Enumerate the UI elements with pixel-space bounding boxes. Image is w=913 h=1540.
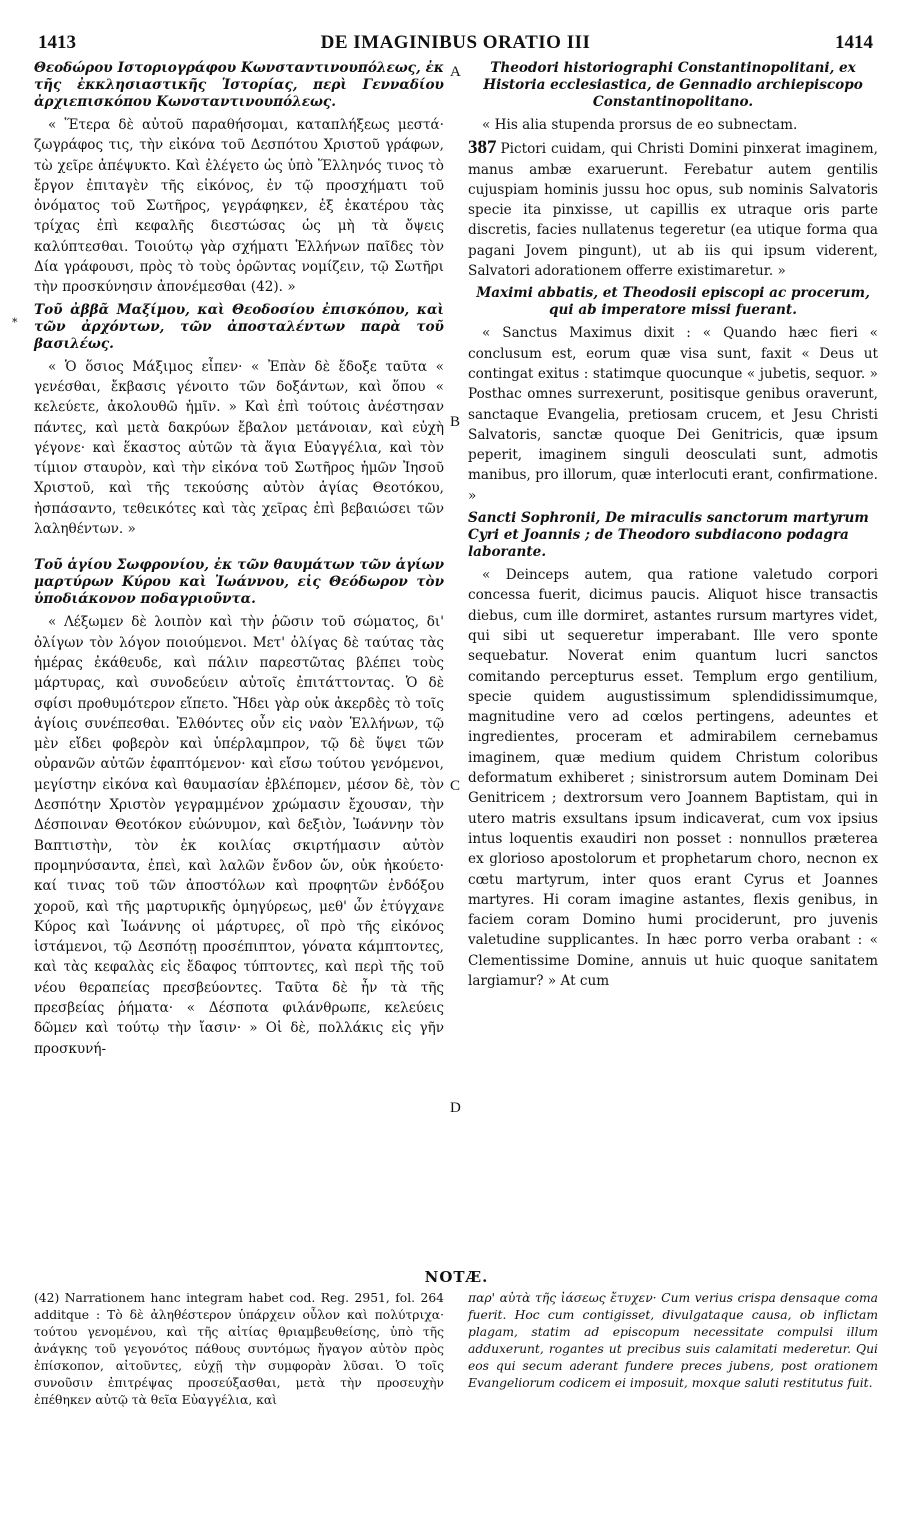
- notes-title: NOTÆ.: [424, 1268, 489, 1286]
- note-latin: [468, 1290, 878, 1392]
- latin-paragraph-maximus: « Sanctus Maximus dixit : « Quando hæc fieri « conclusum est, eorum quæ visa sunt, faxit « Deus ut contingat exitus : statimque quocunque « jubetis, sequor. » Posthac omnes surrexerunt, positisque genibus oraverunt, sanctaque Evangelia, pretiosam crucem, et Jesu Christi Salvatoris, sanctæ quoque Dei Genitricis, quæ ipsum peperit, imaginem singuli deosculati sunt, admotis manibus, pro illorum, quæ interlocuti erant, confirmatione. »: [468, 325, 878, 504]
- margin-mark-a: A: [450, 64, 461, 80]
- greek-heading-sophronius: Τοῦ ἁγίου Σωφρονίου, ἐκ τῶν θαυμάτων τῶν ἁγίων μαρτύρων Κύρου καὶ Ἰωάννου, εἰς Θεόδωρον τὸν ὑποδιάκονον ποδαγριοῦντα.: [34, 557, 444, 608]
- latin-paragraph-theodore: Pictori cuidam, qui Christi Domini pinxerat imaginem, manus ambæ exaruerunt. Ferebatur autem gentilis cujuspiam hominis jussu hoc opus, sub nominis Salvatoris specie ita pinxisse, ut capillis ex utraque oris parte discretis, facies nullatenus tegeretur (ea utique forma qua pagani Jovem pingunt), ut ab iis qui ipsum viderent, Salvatori adorationem offerre existimaretur. »: [468, 141, 878, 280]
- greek-column: [34, 60, 444, 1062]
- margin-mark-d: D: [450, 1100, 461, 1116]
- margin-mark-c: C: [450, 778, 461, 794]
- greek-paragraph-sophronius: « Λέξωμεν δὲ λοιπὸν καὶ τὴν ῥῶσιν τοῦ σώματος, δι' ὀλίγων τὸν λόγον ποιούμενοι. Μετ' ὀλίγας δὲ ταύτας τὰς ἡμέρας ἐκάθευδε, καὶ πάλιν παρεστῶτας βλέπει τοὺς μάρτυρας, καὶ συνοδεύειν αὐτοῖς ἐπιτάττοντας. Ὁ δὲ σφίσι προθυμότερον εἵπετο. Ἤδει γὰρ οὐκ ἀκερδὲς τὸ τοῖς ἁγίοις συνέπεσθαι. Ἐλθόντες οὖν εἰς ναὸν Ἑλλήνων, τῷ μὲν εἴδει φοβερὸν καὶ ὑπέρλαμπρον, τῷ δὲ ὕψει τῶν οὐρανῶν αὐτῶν ἐφαπτόμενον· καὶ εἴσω τούτου γενόμενοι, μεγίστην εἰκόνα καὶ θαυμασίαν ἐβλέπομεν, μέσον δὲ, τὸν Δεσπότην Χριστὸν γεγραμμένον χρώμασιν ἔχουσαν, τὴν Δέσποιναν Θεοτόκον εὐώνυμον, καὶ δεξιὸν, Ἰωάννην τὸν Βαπτιστὴν, τὸν ἐκ κοιλίας σκιρτήμασιν αὐτὸν προμηνύσαντα, ἐπεὶ, καὶ λαλῶν ἔνδον ὤν, οὐκ ἠκούετο· καί τινας τοῦ τῶν ἀποστόλων καὶ προφητῶν ἐνδόξου χοροῦ, καὶ τῆς μαρτυρικῆς ὁμηγύρεως, μεθ' ὧν ἐτύγχανε Κύρος καὶ Ἰωάννης οἱ μάρτυρες, οἳ πρὸ τῆς εἰκόνος ἱστάμενοι, τῷ Δεσπότῃ προσέπιπτον, γόνατα κάμπτοντες, καὶ τὰς κεφαλὰς εἰς ἔδαφος τύπτοντες, καὶ περὶ τῆς τοῦ νέου θεραπείας πρεσβεύοντες. Ταῦτα δὲ ἦν τὰ τῆς πρεσβείας ῥήματα· « Δέσποτα φιλάνθρωπε, κελεύεις δῶμεν καὶ τούτῳ τὴν ἴασιν· » Οἱ δὲ, πολλάκις εἰς γῆν προσκυνή-: [34, 614, 444, 1057]
- note-42-translation: παρ' αὐτὰ τῆς ἰάσεως ἔτυχεν· Cum verius crispa densaque coma fuerit. Hoc cum contigisset, divulgataque causa, ob inflictam plagam, statim ad episcopum necessitate compulsi illum adduxerunt, rogantes ut precibus suis calamitati mederetur. Qui eos qui secum aderant fundere preces jubens, post orationem Evangeliorum codicem ei imposuit, moxque saluti restitutus fuit.: [468, 1291, 878, 1390]
- running-title: DE IMAGINIBUS ORATIO III: [320, 32, 591, 53]
- latin-heading-maximus: Maximi abbatis, et Theodosii episcopi ac procerum, qui ab imperatore missi fuerant.: [476, 285, 870, 319]
- page-number-left: 1413: [38, 32, 76, 53]
- latin-paragraph-theodore-intro: « His alia stupenda prorsus de eo subnectam.: [482, 117, 798, 133]
- greek-paragraph-theodore: « Ἕτερα δὲ αὐτοῦ παραθήσομαι, καταπλήξεως μεστά· ζωγράφος τις, τὴν εἰκόνα τοῦ Δεσπότου Χριστοῦ γράφων, τὼ χεῖρε ἀπέψυκτο. Καὶ ἐλέγετο ὡς ὑπὸ Ἕλληνός τινος τὸ ἔργον ἐπιταγὲν τῆς εἰκόνος, ἐν τῷ προσχήματι τοῦ ὀνόματος τοῦ Σωτῆρος, γεγράφηκεν, ἐξ ἑκατέρου τὰς τρίχας ἐπὶ κεφαλῆς διεστώσας ὡς μὴ τὰ ὄψεις καλύπτεσθαι. Τοιούτῳ γὰρ σχήματι Ἑλλήνων παῖδες τὸν Δία γράφουσι, πρὸς τὸ τοὺς ὁρῶντας νομίζειν, τῷ Σωτῆρι τὴν προσκύνησιν ἀπονέμεσθαι (42). »: [34, 117, 444, 296]
- latin-paragraph-sophronius: « Deinceps autem, qua ratione valetudo corpori concessa fuerit, dicimus paucis. Aliquot hisce transactis diebus, cum ille dormiret, astantes rursum martyres videt, qui sibi ut sequeretur imperabant. Ille vero sponte sequebatur. Noverat enim quantum lucri sanctos comitando percepturus esset. Templum ergo gentilium, specie quidem augustissimum splendidissimumque, magnitudine vero ad cœlos pertingens, adeuntes et ingredientes, proceram et admirabilem cernebamus imaginem, quæ medium quidem Christum coloribus deformatum exhiberet ; sinistrorsum autem Dominam Dei Genitricem ; dextrorsum vero Joannem Baptistam, qui in utero matris exsultans ipsum indicaverat, cum vox ipsius intus loquentis exaudiri non posset : nonnullos præterea ex glorioso apostolorum et prophetarum choro, necnon ex cœtu martyrum, inter quos erant Cyrus et Joannes martyres. Hi coram imagine astantes, flexis genibus, in faciem coram Domino humi prociderunt, pro juvenis valetudine supplicantes. In hæc porro verba orabant : « Clementissime Domine, annuis ut huic quoque sanitatem largiamur? » At cum: [468, 567, 878, 989]
- latin-heading-sophronius: Sancti Sophronii, De miraculis sanctorum martyrum Cyri et Joannis ; de Theodoro subdiacono podagra laborante.: [468, 510, 869, 561]
- column-number: 387: [468, 137, 497, 159]
- greek-heading-maximus: Τοῦ ἀββᾶ Μαξίμου, καὶ Θεοδοσίου ἐπισκόπου, καὶ τῶν ἀρχόντων, τῶν ἀποσταλέντων παρὰ τοῦ βασιλέως.: [34, 301, 444, 352]
- margin-mark-b: B: [450, 414, 461, 430]
- greek-heading-theodore: Θεοδώρου Ιστοριογράφου Κωνσταντινουπόλεως, ἐκ τῆς ἐκκλησιαστικῆς Ἱστορίας, περὶ Γενναδίου ἀρχιεπισκόπου Κωνσταντινουπόλεως.: [34, 60, 444, 110]
- page-number-right: 1414: [835, 32, 873, 53]
- note-greek: [34, 1290, 444, 1409]
- greek-paragraph-maximus: « Ὁ ὅσιος Μάξιμος εἶπεν· « Ἐπὰν δὲ ἔδοξε ταῦτα « γενέσθαι, ἔκβασις γένοιτο τῶν δοξάντων, καὶ ὅπου « κελεύετε, ἀκολουθῶ ἡμῖν. » Καὶ ἐπὶ τούτοις ἀνέστησαν πάντες, καὶ μετὰ δακρύων ἔβαλον μετάνοιαν, καὶ εὐχὴ γέγονε· καὶ ἕκαστος αὐτῶν τὰ ἅγια Εὐαγγέλια, καὶ τὸν τίμιον σταυρὸν, καὶ τὴν εἰκόνα τοῦ Σωτῆρος ἡμῶν Ἰησοῦ Χριστοῦ, καὶ τῆς τεκούσης αὐτὸν ἁγίας Θεοτόκου, ἠσπάσαντο, τεθεικότες καὶ τὰς χεῖρας ἐπὶ βεβαιώσει τῶν λαληθέντων. »: [34, 358, 444, 538]
- running-header: [38, 32, 873, 58]
- latin-heading-theodore: Theodori historiographi Constantinopolitani, ex Historia ecclesiastica, de Gennadio archiepiscopo Constantinopolitano.: [483, 60, 863, 110]
- margin-asterisk: *: [12, 316, 18, 329]
- note-42-text: (42) Narrationem hanc integram habet cod. Reg. 2951, fol. 264 additque : Τὸ δὲ ἀληθέστερον ὑπάρχειν οὖλον καὶ πολύτριχα· τούτου γενομένου, καὶ τῆς αἰτίας θριαμβευθείσης, ὑπὸ τῆς ἀνάγκης τοῦ γεγονότος πάθους συντόμως ἤγαγον αὐτὸν πρὸς ἐπίσκοπον, αἰτοῦντες, εὐχῇ τὴν συμφορὰν λῦσαι. Ὁ τοῖς συνοῦσιν ἐπιτρέψας προσεύξασθαι, μετὰ τὴν προσευχὴν ἐπέθηκεν αὐτῷ τὰ θεῖα Εὐαγγέλια, καὶ: [34, 1291, 444, 1407]
- latin-column: [468, 60, 878, 994]
